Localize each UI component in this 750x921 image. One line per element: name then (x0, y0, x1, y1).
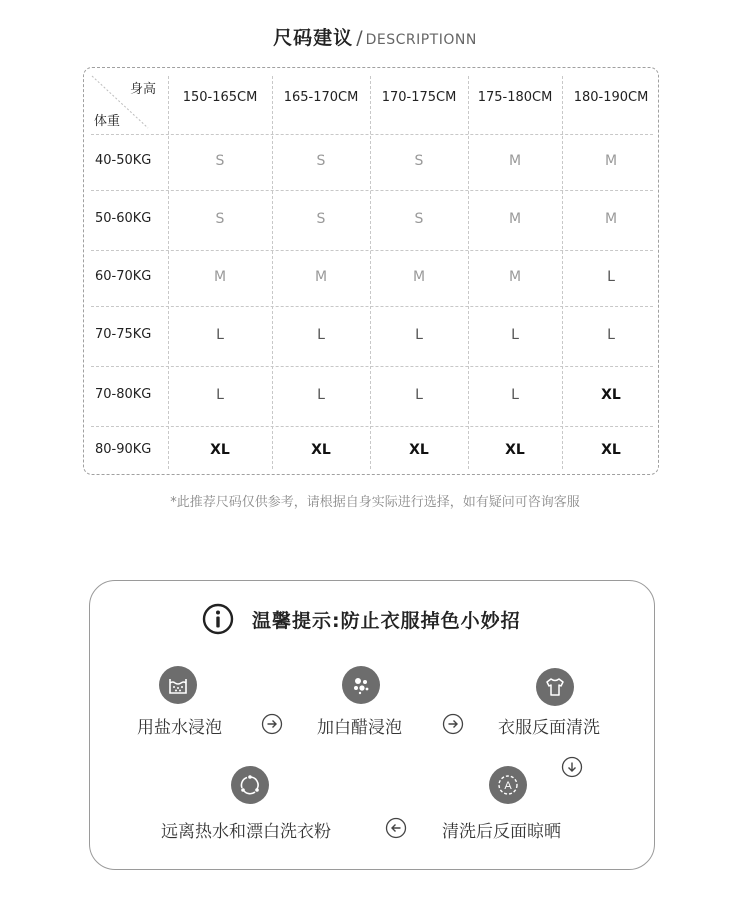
row-header: 70-75KG (95, 327, 152, 342)
corner-weight-label: 体重 (94, 114, 121, 129)
size-cell: XL (409, 442, 429, 458)
corner-height-label: 身高 (130, 82, 157, 97)
size-cell: S (414, 211, 424, 227)
size-cell: L (607, 327, 615, 343)
column-header: 165-170CM (283, 90, 359, 105)
size-table (83, 67, 659, 475)
size-cell: M (213, 269, 227, 285)
step-dry-label: 清洗后反面晾晒 (442, 822, 561, 842)
size-cell: L (415, 387, 423, 403)
column-header: 170-175CM (381, 90, 457, 105)
size-cell: M (604, 153, 618, 169)
table-row-divider (91, 366, 653, 367)
size-cell: L (216, 387, 224, 403)
table-corner-cell (84, 68, 168, 134)
size-cell: M (508, 269, 522, 285)
tips-title-text: 温馨提示:防止衣服掉色小妙招 (252, 609, 521, 632)
size-cell: M (508, 153, 522, 169)
size-disclaimer: *此推荐尺码仅供参考，请根据自身实际进行选择，如有疑问可咨询客服 (170, 495, 580, 510)
row-header: 80-90KG (95, 442, 152, 457)
size-cell: M (412, 269, 426, 285)
heading-separator: / (356, 27, 363, 49)
size-cell: XL (505, 442, 525, 458)
tips-title (202, 603, 521, 635)
size-cell: S (215, 211, 225, 227)
no-bleach-icon (231, 766, 269, 804)
row-header: 70-80KG (95, 387, 152, 402)
table-row-divider (91, 134, 653, 135)
size-cell: XL (601, 442, 621, 458)
size-cell: L (511, 327, 519, 343)
step-no-bleach-label: 远离热水和漂白洗衣粉 (161, 822, 331, 842)
size-cell: L (415, 327, 423, 343)
size-cell: L (317, 327, 325, 343)
column-header: 150-165CM (182, 90, 258, 105)
size-cell: L (511, 387, 519, 403)
row-header: 60-70KG (95, 269, 152, 284)
vinegar-icon (342, 666, 380, 704)
size-cell: L (216, 327, 224, 343)
table-row-divider (91, 426, 653, 427)
size-cell: L (607, 269, 615, 285)
arrow-left-icon (385, 817, 407, 839)
heading-cn: 尺码建议 (273, 27, 354, 49)
row-header: 40-50KG (95, 153, 152, 168)
column-header: 180-190CM (573, 90, 649, 105)
size-cell: S (414, 153, 424, 169)
size-cell: M (604, 211, 618, 227)
size-cell: M (508, 211, 522, 227)
arrow-right-icon (261, 713, 283, 735)
size-cell: L (317, 387, 325, 403)
step-shirt-label: 衣服反面清洗 (498, 718, 600, 738)
step-vinegar-label: 加白醋浸泡 (317, 718, 402, 738)
table-row-divider (91, 306, 653, 307)
size-cell: XL (311, 442, 331, 458)
size-cell: XL (601, 387, 621, 403)
size-cell: XL (210, 442, 230, 458)
size-cell: S (316, 153, 326, 169)
size-cell: S (316, 211, 326, 227)
arrow-right-icon (442, 713, 464, 735)
arrow-down-icon (561, 756, 583, 778)
size-cell: M (314, 269, 328, 285)
salt-water-icon (159, 666, 197, 704)
svg-text:A: A (504, 780, 512, 792)
table-row-divider (91, 190, 653, 191)
info-icon (202, 603, 234, 635)
table-row-divider (91, 250, 653, 251)
heading-en: DESCRIPTIONN (365, 32, 477, 48)
wash-tips-card (89, 580, 655, 870)
shirt-icon (536, 668, 574, 706)
size-cell: S (215, 153, 225, 169)
page-heading (0, 24, 750, 54)
step-salt-water-label: 用盐水浸泡 (137, 718, 222, 738)
column-header: 175-180CM (477, 90, 553, 105)
row-header: 50-60KG (95, 211, 152, 226)
dry-icon (489, 766, 527, 804)
